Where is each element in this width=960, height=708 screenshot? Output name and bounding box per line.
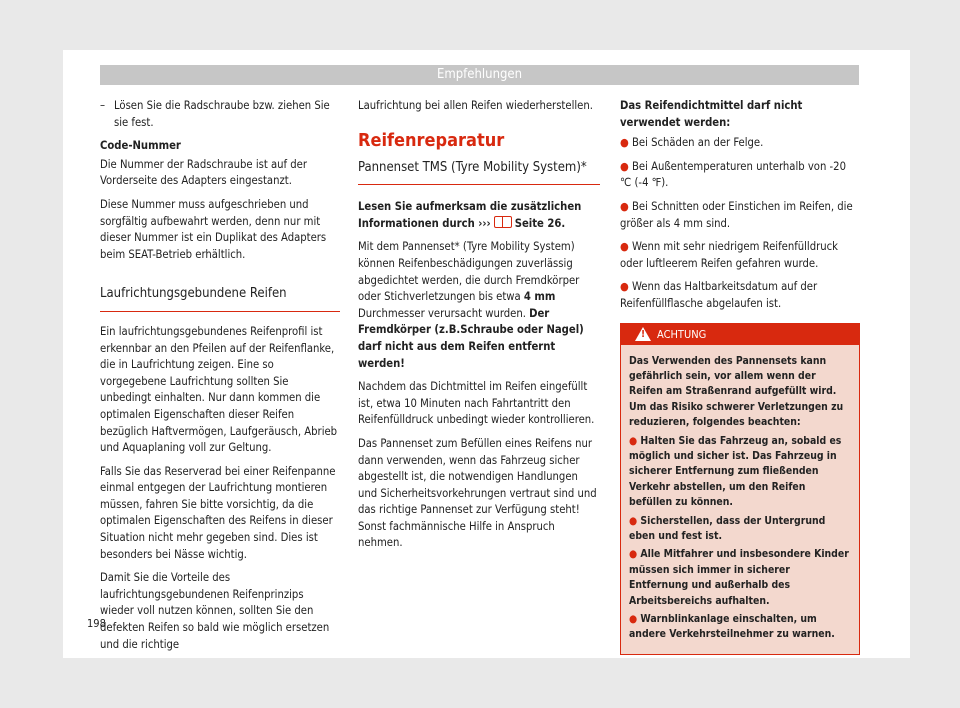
section-title-laufrichtung: Laufrichtungsgebundene Reifen (100, 270, 340, 312)
warning-header (621, 324, 859, 345)
bullet-icon: ● (620, 240, 632, 254)
warning-item: ● Alle Mitfahrer und insbesondere Kinder müssen sich immer in sicherer Entfernung und außerhalb des Arbeitsbereichs aufhalten. (629, 548, 849, 607)
list-item: ● Bei Schnitten oder Einstichen im Reifen, die größer als 4 mm sind. (620, 199, 853, 230)
bullet-icon: ● (620, 199, 632, 213)
page-header: Empfehlungen (100, 65, 859, 85)
bullet-icon: ● (620, 159, 632, 173)
code-title: Code-Nummer (100, 139, 181, 153)
list-item: ● Bei Schäden an der Felge. (620, 136, 764, 150)
page-number: 198 (87, 617, 106, 630)
bullet-icon: ● (620, 136, 632, 150)
paragraph: Mit dem Pannenset* (Tyre Mobility System) können Reifenbeschädigungen zuverlässig abgedichtet werden, die durch Fremdkörper oder Stichverletzungen bis etwa 4 mm Durchmesser verursacht wurden. Der Fremdkörper (z.B.Schraube oder Nagel) darf nicht aus dem Reifen entfernt werden! (358, 240, 584, 370)
warning-item: ● Warnblinkanlage einschalten, um andere Verkehrsteilnehmer zu warnen. (629, 613, 835, 641)
column-right (620, 98, 860, 655)
paragraph: Nachdem das Dichtmittel im Reifen eingefüllt ist, etwa 10 Minuten nach Fahrtantritt den Reifenfülldruck unbedingt wieder kontrollieren. (358, 380, 595, 427)
heading-reifenreparatur: Reifenreparatur (358, 129, 505, 151)
paragraph: Damit Sie die Vorteile des laufrichtungsgebundenen Reifenprinzips wieder voll nutzen können, sollten Sie den defekten Reifen so bald wie möglich ersetzen und die richtige (100, 571, 330, 651)
list-title: Das Reifendichtmittel darf nicht verwendet werden: (620, 99, 803, 129)
column-middle (358, 98, 600, 559)
continued-text: Laufrichtung bei allen Reifen wiederherstellen. (358, 99, 593, 112)
code-text: Die Nummer der Radschraube ist auf der Vorderseite des Adapters eingestanzt. (100, 157, 308, 188)
intro-text: Lesen Sie aufmerksam die zusätzlichen Informationen durch ››› Seite 26. (358, 200, 582, 230)
paragraph: Ein laufrichtungsgebundenes Reifenprofil ist erkennbar an den Pfeilen auf der Reifenflanke, die in Laufrichtung zeigen. Eine so vorgegebene Laufrichtung sollten Sie unbedingt einhalten. Nur dann kommen die optimalen Eigenschaften dieser Reifen bezüglich Haftvermögen, Laufgeräusch, Abrieb und Aquaplaning voll zur Geltung. (100, 324, 338, 455)
warning-intro: Das Verwenden des Pannensets kann gefährlich sein, vor allem wenn der Reifen am Straßenrand aufgefüllt wird. Um das Risiko schwerer Verletzungen zu reduzieren, folgendes beachten: (629, 354, 844, 429)
list-item: ● Bei Außentemperaturen unterhalb von -20 ℃ (-4 ℉). (620, 159, 846, 190)
bullet-icon: ● (620, 280, 632, 294)
bullet-icon: ● (629, 434, 641, 447)
page-reference-link[interactable]: Seite 26. (514, 216, 566, 230)
warning-item: ● Sicherstellen, dass der Untergrund eben und fest ist. (629, 514, 826, 542)
warning-triangle-icon (635, 327, 651, 341)
list-item: ● Wenn mit sehr niedrigem Reifenfülldruck oder luftleerem Reifen gefahren wurde. (620, 240, 838, 270)
warning-item: ● Halten Sie das Fahrzeug an, sobald es möglich und sicher ist. Das Fahrzeug in sicherer Entfernung zum fließenden Verkehr abstellen, um den Reifen befüllen zu können. (629, 434, 842, 509)
warning-box (620, 323, 860, 655)
book-reference-icon (494, 216, 512, 228)
code-section (100, 138, 340, 155)
bullet-icon: ● (629, 548, 641, 561)
warning-body (621, 345, 859, 654)
dash-item: – Lösen Sie die Radschraube bzw. ziehen Sie sie fest. (100, 99, 330, 129)
warning-label: ACHTUNG (657, 327, 707, 341)
list-item: ● Wenn das Haltbarkeitsdatum auf der Reifenfüllflasche abgelaufen ist. (620, 280, 818, 310)
bullet-icon: ● (629, 613, 641, 626)
keep-text: Diese Nummer muss aufgeschrieben und sorgfältig aufbewahrt werden, denn nur mit dieser Nummer ist ein Duplikat des Adapters beim SEAT-Betrieb erhältlich. (100, 197, 327, 261)
subheading-pannenset: Pannenset TMS (Tyre Mobility System)* (358, 159, 600, 185)
bullet-icon: ● (629, 514, 641, 527)
paragraph: Falls Sie das Reserverad bei einer Reifenpanne einmal entgegen der Laufrichtung montieren müssen, fahren Sie bitte vorsichtig, da die optimalen Eigenschaften des Reifens in dieser Situation nicht mehr gegeben sind. Dies ist besonders bei Nässe wichtig. (100, 464, 336, 561)
column-left (100, 98, 340, 660)
paragraph: Das Pannenset zum Befüllen eines Reifens nur dann verwenden, wenn das Fahrzeug sicher abgestellt ist, die notwendigen Handlungen und Sicherheitsvorkehrungen vertraut sind und das richtige Pannenset zur Verfügung steht! Sonst fachmännische Hilfe in Anspruch nehmen. (358, 436, 597, 550)
